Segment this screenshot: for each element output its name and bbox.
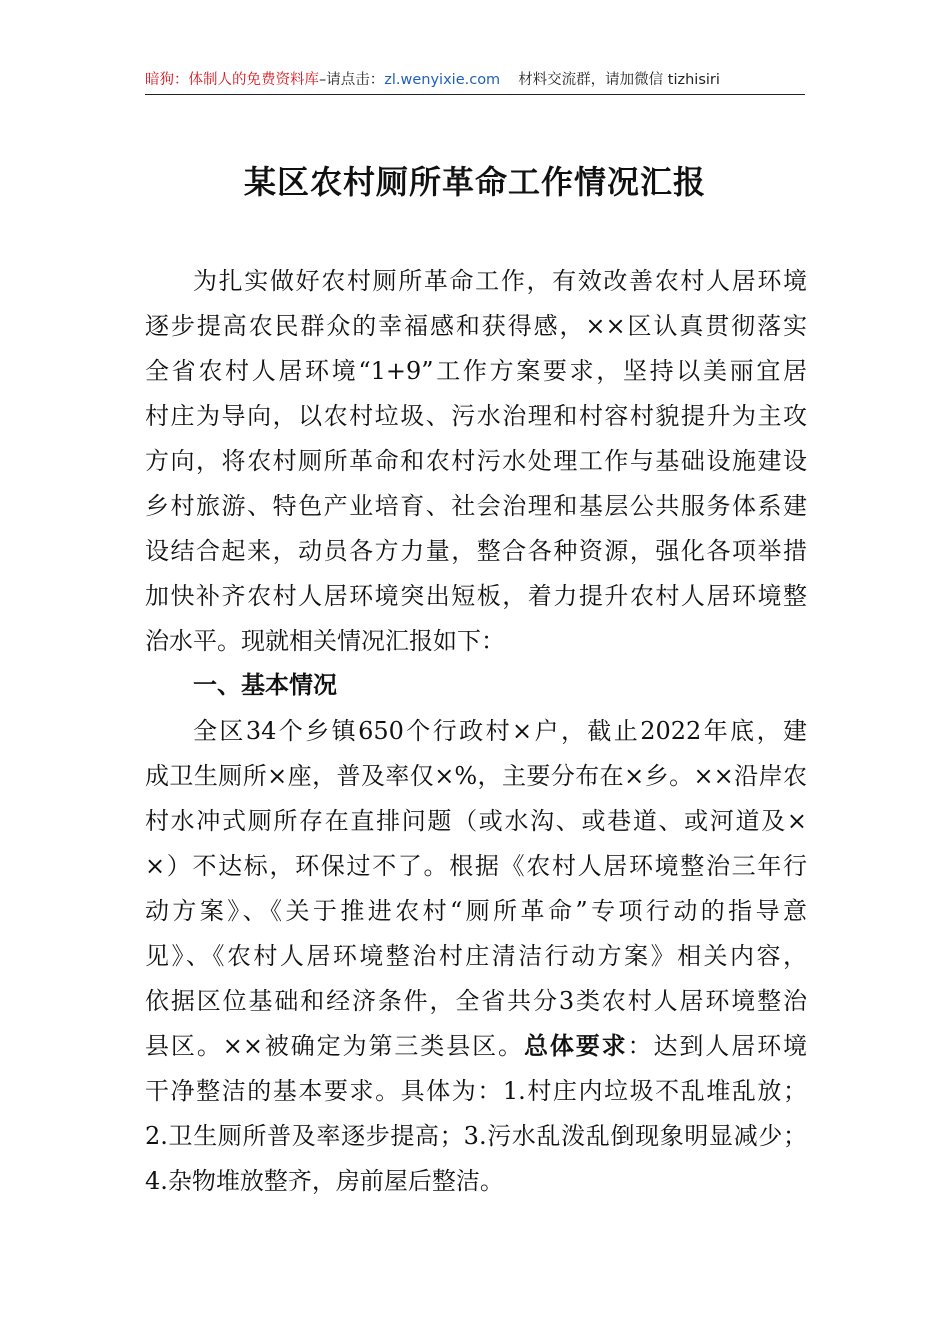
intro-line: 加快补齐农村人居环境突出短板，着力提升农村人居环境整 [145, 582, 807, 610]
section1-line: 干净整洁的基本要求。具体为：1.村庄内垃圾不乱堆乱放； [145, 1077, 807, 1105]
section1-line: 4.杂物堆放整齐，房前屋后整洁。 [145, 1167, 504, 1195]
overall-requirement-label: 总体要求 [523, 1032, 628, 1060]
section1-line: 全区34个乡镇650个行政村×户，截止2022年底，建 [193, 717, 807, 745]
section1-line: 依据区位基础和经济条件，全省共分3类农村人居环境整治 [145, 987, 807, 1015]
section-heading-basic-situation: 一、基本情况 [193, 671, 337, 699]
section1-line: 村水冲式厕所存在直排问题（或水沟、或巷道、或河道及× [145, 807, 807, 835]
header-contact: 材料交流群，请加微信 tizhisiri [518, 72, 720, 88]
header-link[interactable]: zl.wenyixie.com [384, 72, 501, 88]
intro-line: 村庄为导向，以农村垃圾、污水治理和村容村貌提升为主攻 [145, 402, 807, 430]
requirement-text: ：达到人居环境 [627, 1032, 808, 1060]
section1-line: 成卫生厕所×座，普及率仅×%，主要分布在×乡。××沿岸农 [145, 762, 807, 790]
intro-line: 为扎实做好农村厕所革命工作，有效改善农村人居环境 [193, 267, 807, 295]
intro-line: 治水平。现就相关情况汇报如下： [145, 627, 505, 655]
header-prompt: –请点击： [319, 72, 385, 88]
intro-line: 方向，将农村厕所革命和农村污水处理工作与基础设施建设 [145, 447, 807, 475]
section1-line: 动方案》、《关于推进农村“厕所革命”专项行动的指导意 [145, 897, 807, 925]
document-title: 某区农村厕所革命工作情况汇报 [243, 163, 706, 201]
county-text: 县区。××被确定为第三类县区。 [145, 1032, 524, 1060]
header-source: 暗狗：体制人的免费资料库 [145, 72, 319, 88]
intro-line: 设结合起来，动员各方力量，整合各种资源，强化各项举措 [145, 537, 807, 565]
intro-line: 全省农村人居环境“1+9”工作方案要求，坚持以美丽宜居 [145, 357, 807, 385]
section1-line: ×）不达标，环保过不了。根据《农村人居环境整治三年行 [145, 852, 807, 880]
intro-line: 逐步提高农民群众的幸福感和获得感，××区认真贯彻落实 [145, 312, 807, 340]
section1-line: 见》、《农村人居环境整治村庄清洁行动方案》相关内容， [145, 942, 807, 970]
page-header [145, 68, 805, 95]
section1-line-requirements [145, 1031, 807, 1061]
section1-line: 2.卫生厕所普及率逐步提高；3.污水乱泼乱倒现象明显减少； [145, 1122, 807, 1150]
intro-line: 乡村旅游、特色产业培育、社会治理和基层公共服务体系建 [145, 492, 807, 520]
